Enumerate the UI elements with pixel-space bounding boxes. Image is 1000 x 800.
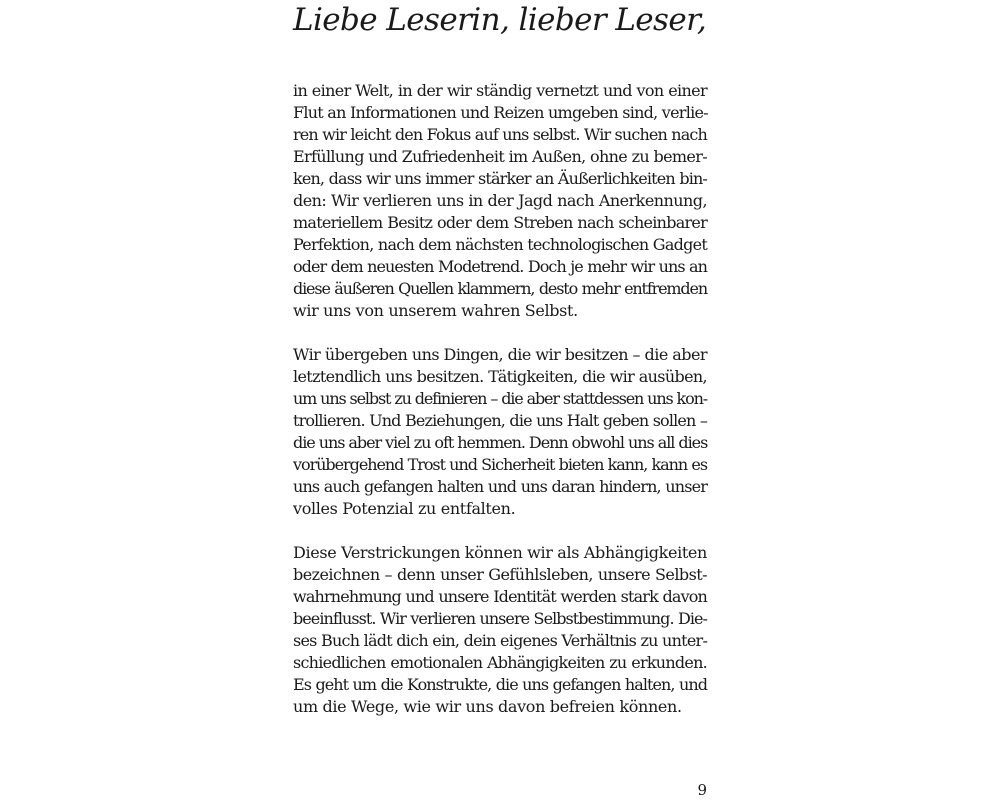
- text-line: materiellem Besitz oder dem Streben nach scheinbarer: [293, 213, 707, 232]
- text-line: volles Potenzial zu entfalten.: [293, 499, 516, 518]
- text-line: Erfüllung und Zufriedenheit im Außen, ohne zu bemer-: [293, 147, 707, 166]
- text-line: oder dem neuesten Modetrend. Doch je mehr wir uns an: [293, 257, 707, 276]
- text-line: beeinflusst. Wir verlieren unsere Selbstbestimmung. Die-: [293, 609, 707, 628]
- text-line: letztendlich uns besitzen. Tätigkeiten, die wir ausüben,: [293, 367, 707, 386]
- text-line: ses Buch lädt dich ein, dein eigenes Verhältnis zu unter-: [293, 631, 708, 650]
- text-line: trollieren. Und Beziehungen, die uns Halt geben sollen –: [293, 411, 707, 430]
- text-line: schiedlichen emotionalen Abhängigkeiten zu erkunden.: [293, 653, 707, 672]
- text-line: ken, dass wir uns immer stärker an Äußerlichkeiten bin-: [293, 169, 707, 188]
- text-line: Flut an Informationen und Reizen umgeben sind, verlie-: [293, 103, 708, 122]
- text-line: diese äußeren Quellen klammern, desto mehr entfremden: [293, 279, 707, 298]
- text-line: ren wir leicht den Fokus auf uns selbst. Wir suchen nach: [293, 125, 707, 144]
- paragraph: [293, 542, 707, 718]
- text-line: Es geht um die Konstrukte, die uns gefangen halten, und: [293, 675, 707, 694]
- text-line: uns auch gefangen halten und uns daran hindern, unser: [293, 477, 707, 496]
- text-line: um die Wege, wie wir uns davon befreien können.: [293, 697, 682, 716]
- paragraph: [293, 344, 707, 520]
- page-heading: Liebe Leserin, lieber Leser,: [293, 2, 707, 38]
- body-text: [293, 80, 707, 740]
- text-line: den: Wir verlieren uns in der Jagd nach Anerkennung,: [293, 191, 707, 210]
- text-line: Wir übergeben uns Dingen, die wir besitzen – die aber: [293, 345, 707, 364]
- page-number: 9: [697, 781, 707, 799]
- text-line: wir uns von unserem wahren Selbst.: [293, 301, 578, 320]
- text-line: die uns aber viel zu oft hemmen. Denn obwohl uns all dies: [293, 433, 708, 452]
- book-page: [293, 0, 707, 800]
- text-line: in einer Welt, in der wir ständig vernetzt und von einer: [293, 81, 707, 100]
- text-line: um uns selbst zu definieren – die aber stattdessen uns kon-: [293, 389, 707, 408]
- text-line: vorübergehend Trost und Sicherheit bieten kann, kann es: [293, 455, 707, 474]
- text-line: wahrnehmung und unsere Identität werden stark davon: [293, 587, 707, 606]
- text-line: Perfektion, nach dem nächsten technologischen Gadget: [293, 235, 707, 254]
- text-line: Diese Verstrickungen können wir als Abhängigkeiten: [293, 543, 707, 562]
- paragraph: [293, 80, 707, 322]
- text-line: bezeichnen – denn unser Gefühlsleben, unsere Selbst-: [293, 565, 707, 584]
